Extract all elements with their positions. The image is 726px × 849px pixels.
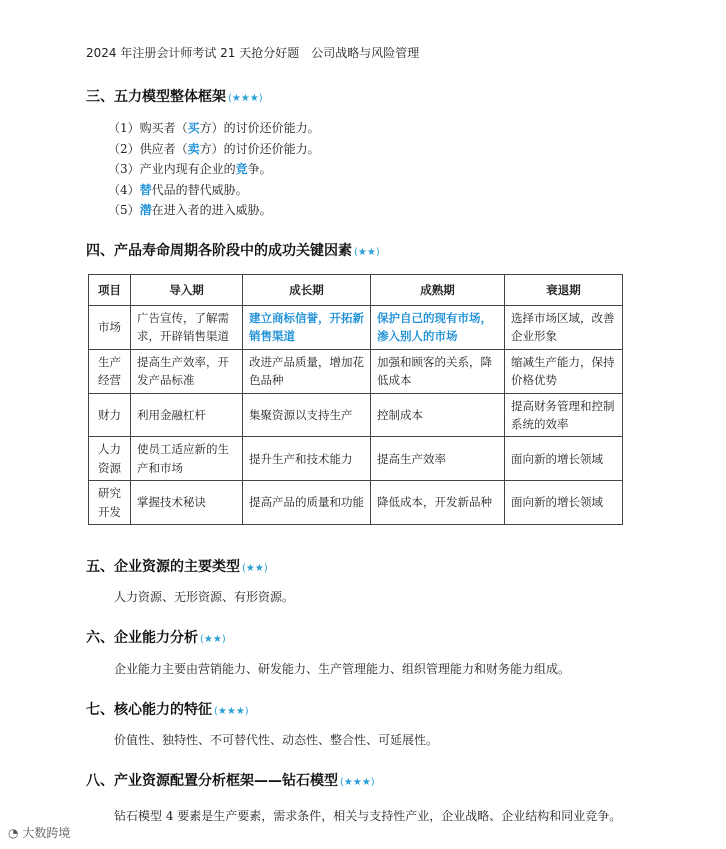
section-3-title: 三、五力模型整体框架 (★★★) [86, 89, 263, 105]
logo-icon: ◔ [8, 826, 19, 840]
table-cell: 保护自己的现有市场，渗入别人的市场 [371, 306, 505, 350]
table-cell: 掌握技术秘诀 [131, 481, 243, 525]
table-cell: 提升生产和技术能力 [243, 437, 371, 481]
list-item: （2）供应者（卖方）的讨价还价能力。 [108, 141, 320, 156]
table-header: 项目 [89, 275, 131, 306]
table-cell: 加强和顾客的关系，降低成本 [371, 349, 505, 393]
section-8-title: 八、产业资源配置分析框架——钻石模型 (★★★) [86, 773, 375, 789]
rating-stars: (★★★) [228, 93, 263, 104]
rating-stars: (★★★) [214, 706, 249, 717]
table-cell: 财力 [89, 393, 131, 437]
section-5-text: 人力资源、无形资源、有形资源。 [114, 590, 295, 604]
table-header-row [89, 275, 623, 306]
section-6-text: 企业能力主要由营销能力、研发能力、生产管理能力、组织管理能力和财务能力组成。 [114, 662, 571, 676]
table-cell: 改进产品质量，增加花色品种 [243, 349, 371, 393]
table-row [89, 393, 623, 437]
section-6-title: 六、企业能力分析 (★★) [86, 630, 226, 646]
footer-watermark-logo: ◔ 大数跨境 [8, 826, 71, 840]
rating-stars: (★★) [200, 634, 226, 645]
table-cell: 使员工适应新的生产和市场 [131, 437, 243, 481]
rating-stars: (★★) [354, 247, 380, 258]
table-cell: 提高生产效率 [371, 437, 505, 481]
table-header: 成长期 [243, 275, 371, 306]
table-cell: 选择市场区域，改善企业形象 [505, 306, 623, 350]
section-7-title: 七、核心能力的特征 (★★★) [86, 702, 249, 718]
lifecycle-table [88, 274, 623, 525]
table-cell: 降低成本，开发新品种 [371, 481, 505, 525]
rating-stars: (★★★) [340, 777, 375, 788]
table-cell: 面向新的增长领域 [505, 481, 623, 525]
list-item: （5）潜在进入者的进入威胁。 [108, 203, 272, 218]
rating-stars: (★★) [242, 563, 268, 574]
table-row [89, 481, 623, 525]
list-item: （3）产业内现有企业的竞争。 [108, 162, 272, 177]
table-cell: 提高生产效率，开发产品标准 [131, 349, 243, 393]
table-cell: 广告宣传，了解需求，开辟销售渠道 [131, 306, 243, 350]
section-7-text: 价值性、独特性、不可替代性、动态性、整合性、可延展性。 [114, 733, 439, 747]
section-4-title: 四、产品寿命周期各阶段中的成功关键因素 (★★) [86, 243, 380, 259]
table-cell: 建立商标信誉，开拓新销售渠道 [243, 306, 371, 350]
table-cell: 集聚资源以支持生产 [243, 393, 371, 437]
table-header: 衰退期 [505, 275, 623, 306]
table-cell: 市场 [89, 306, 131, 350]
table-row [89, 437, 623, 481]
table-cell: 面向新的增长领域 [505, 437, 623, 481]
table-row [89, 349, 623, 393]
five-forces-list [108, 118, 320, 221]
list-item: （1）购买者（买方）的讨价还价能力。 [108, 121, 320, 135]
section-8-text: 钻石模型 4 要素是生产要素，需求条件，相关与支持性产业，企业战略、企业结构和同业竞争。 [114, 809, 622, 823]
table-row [89, 306, 623, 350]
section-5-title: 五、企业资源的主要类型 (★★) [86, 559, 268, 575]
table-header: 导入期 [131, 275, 243, 306]
table-cell: 生产经营 [89, 349, 131, 393]
table-cell: 人力资源 [89, 437, 131, 481]
table-header: 成熟期 [371, 275, 505, 306]
table-cell: 利用金融杠杆 [131, 393, 243, 437]
table-cell: 提高财务管理和控制系统的效率 [505, 393, 623, 437]
page-header: 2024 年注册会计师考试 21 天抢分好题 公司战略与风险管理 [86, 46, 420, 60]
list-item: （4）替代品的替代威胁。 [108, 182, 248, 197]
table-cell: 控制成本 [371, 393, 505, 437]
table-cell: 研究开发 [89, 481, 131, 525]
table-cell: 缩减生产能力，保持价格优势 [505, 349, 623, 393]
table-cell: 提高产品的质量和功能 [243, 481, 371, 525]
